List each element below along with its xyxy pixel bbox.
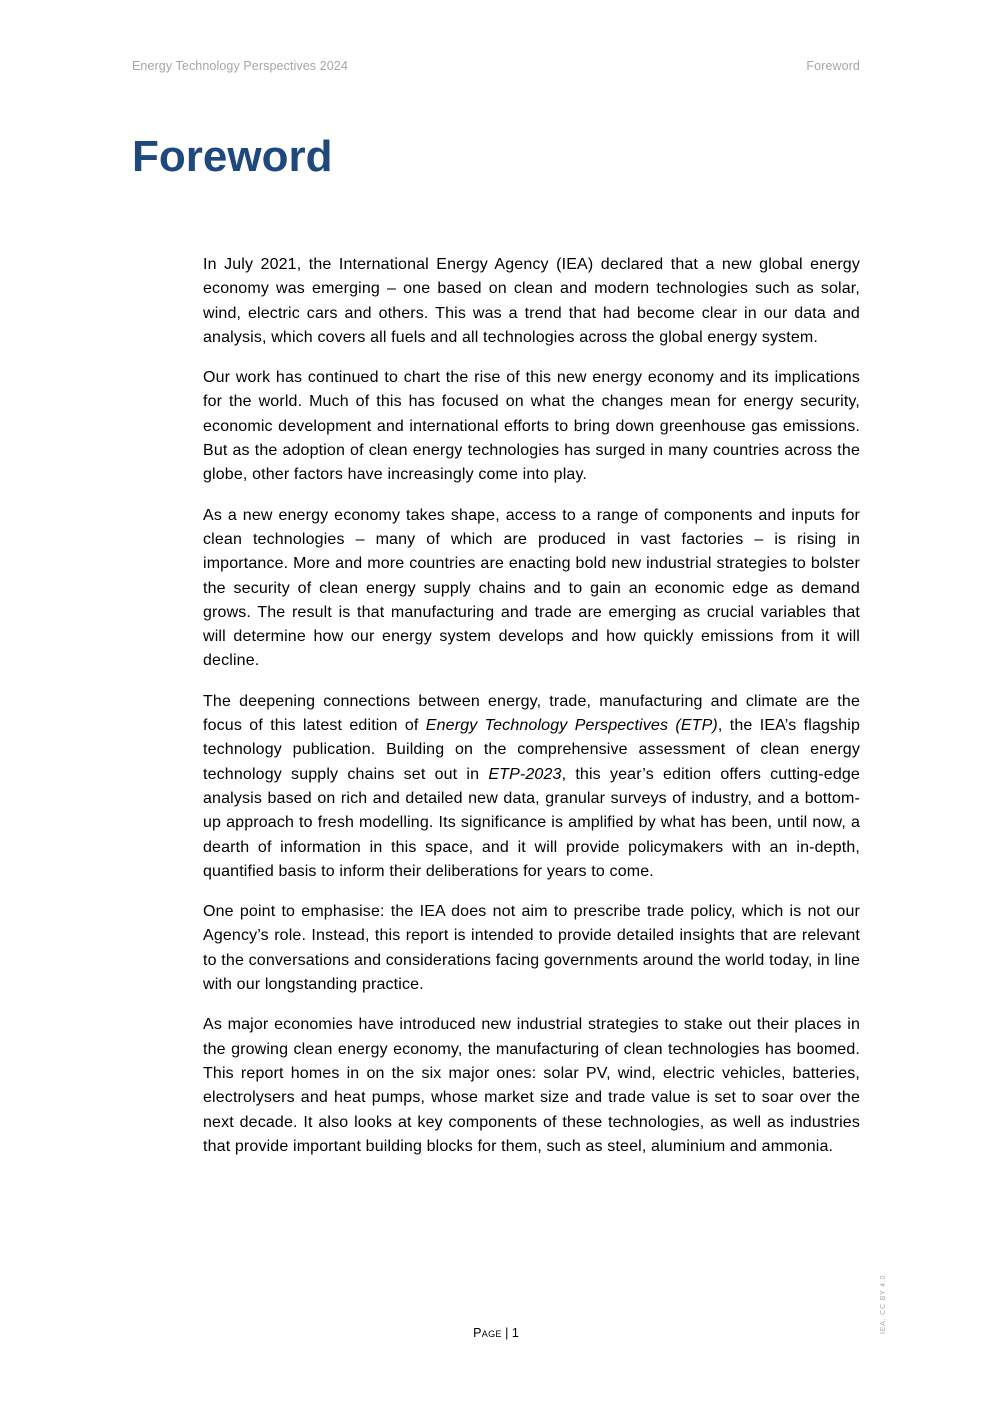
page-number: 1: [511, 1326, 519, 1340]
foreword-body: [203, 253, 860, 1175]
paragraph: As major economies have introduced new industrial strategies to stake out their places in the growing clean energy economy, the manufacturing of clean technologies has boomed. This report homes in on the six major ones: solar PV, wind, electric vehicles, batteries, electrolysers and heat pumps, whose market size and trade value is set to soar over the next decade. It also looks at key components of these technologies, as well as industries that provide important building blocks for them, such as steel, aluminium and ammonia.: [203, 1016, 860, 1155]
paragraph: Our work has continued to chart the rise of this new energy economy and its implications for the world. Much of this has focused on what the changes mean for energy security, economic development and international efforts to bring down greenhouse gas emissions. But as the adoption of clean energy technologies has surged in many countries across the globe, other factors have increasingly come into play.: [203, 369, 860, 484]
page-footer: [0, 1326, 992, 1340]
running-header: [132, 59, 860, 75]
paragraph: One point to emphasise: the IEA does not aim to prescribe trade policy, which is not our Agency’s role. Instead, this report is intended to provide detailed insights that are relevant to the conversations and considerations facing governments around the world today, in line with our longstanding practice.: [203, 903, 860, 994]
paragraph: As a new energy economy takes shape, access to a range of components and inputs for clean technologies – many of which are produced in vast factories – is rising in importance. More and more countries are enacting bold new industrial strategies to bolster the security of clean energy supply chains and to gain an economic edge as demand grows. The result is that manufacturing and trade are emerging as crucial variables that will determine how our energy system develops and how quickly emissions from it will decline.: [203, 506, 860, 670]
paragraph: The deepening connections between energy, trade, manufacturing and climate are the focus of this latest edition of Energy Technology Perspectives (ETP), the IEA’s flagship technology publication. Building on the comprehensive assessment of clean energy technology supply chains set out in ETP-2023, this year’s edition offers cutting-edge analysis based on rich and detailed new data, granular surveys of industry, and a bottom-up approach to fresh modelling. Its significance is amplified by what has been, until now, a dearth of information in this space, and it will provide policymakers with an in-depth, quantified basis to inform their deliberations for years to come.: [203, 692, 860, 880]
paragraph: In July 2021, the International Energy Agency (IEA) declared that a new global energy economy was emerging – one based on clean and modern technologies such as solar, wind, electric cars and others. This was a trend that had become clear in our data and analysis, which covers all fuels and all technologies across the global energy system.: [203, 256, 860, 346]
section-title-header: Foreword: [806, 59, 860, 73]
page-separator: |: [501, 1326, 512, 1340]
page-title: Foreword: [132, 132, 333, 181]
page-label: Page: [473, 1326, 502, 1340]
publication-title: Energy Technology Perspectives (ETP): [425, 717, 718, 735]
publication-reference: ETP-2023: [488, 765, 562, 783]
report-title-header: Energy Technology Perspectives 2024: [132, 59, 348, 73]
license-notice: IEA. CC BY 4.0.: [880, 1271, 887, 1334]
